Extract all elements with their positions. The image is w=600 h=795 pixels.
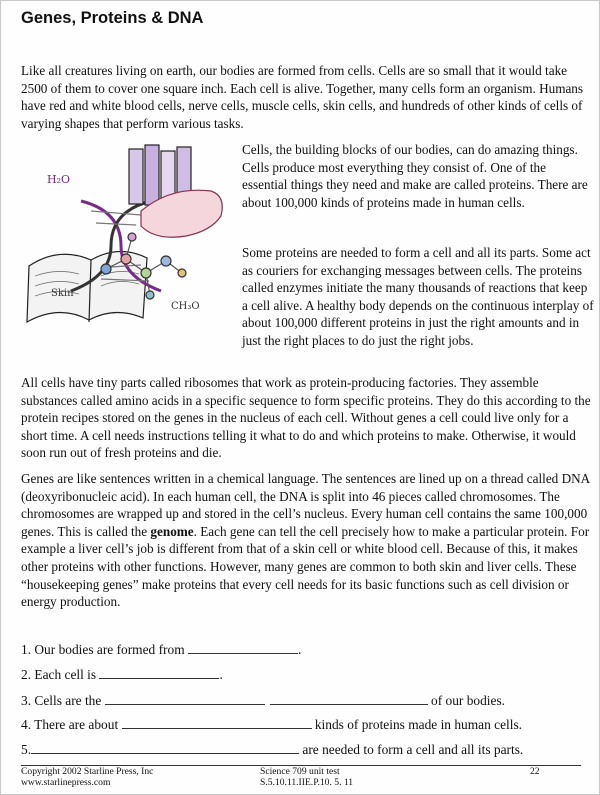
answer-blank-4[interactable]: [122, 717, 312, 729]
question-5: [21, 742, 523, 758]
h2o-label: H₂O: [47, 173, 71, 186]
question-5-text: 5.: [21, 742, 32, 757]
answer-blank-2[interactable]: [99, 667, 219, 679]
question-4: [21, 717, 522, 733]
question-3-end: of our bodies.: [427, 693, 506, 708]
question-2: [21, 667, 223, 683]
paragraph-genes: [21, 470, 593, 611]
answer-blank-5[interactable]: [31, 742, 299, 754]
question-3-text: 3. Cells are the: [21, 693, 105, 708]
question-1-end: .: [297, 642, 302, 657]
paragraph-ribosomes: All cells have tiny parts called ribosomes that work as protein-producing factories. They assemble substances called amino acids in a specific sequence to form specific proteins. They do this according to the protein recipes stored on the genes in the nucleus of each cell. Without genes a cell could live only for a short time. A cell needs instructions telling it what to do and which proteins to make. Otherwise, it would soon run out of fresh proteins and die.: [21, 375, 591, 461]
page-title: Genes, Proteins & DNA: [21, 9, 204, 27]
question-4-end: kinds of proteins made in human cells.: [311, 717, 523, 732]
question-4-text: 4. There are about: [21, 717, 122, 732]
footer-standard: S.5.10.11.IIE.P.10. 5. 11: [260, 777, 354, 788]
footer-course: Science 709 unit test: [260, 766, 340, 777]
paragraph-proteins: Cells, the building blocks of our bodies, can do amazing things. Cells produce most everything they consist of. One of the essential things they need and make are called proteins. There are about 100,000 kinds of proteins made in human cells.: [242, 142, 588, 210]
answer-blank-1[interactable]: [188, 642, 298, 654]
answer-blank-3b[interactable]: [270, 693, 428, 705]
footer-website: www.starlinepress.com: [21, 777, 111, 788]
footer-copyright: Copyright 2002 Starline Press, Inc: [21, 766, 154, 777]
footer-page-number: 22: [530, 766, 540, 777]
question-1-text: 1. Our bodies are formed from: [21, 642, 188, 657]
question-1: [21, 642, 301, 658]
protein-illustration: [21, 141, 236, 331]
question-2-text: 2. Each cell is: [21, 667, 100, 682]
footer-course-block: [260, 766, 353, 788]
ch3o-label: CH₃O: [171, 301, 200, 312]
genes-text-start: Genes are like sentences written in a chemical language. The sentences are lined up on a thread called DNA (deoxyribonucleic acid). In each human cell, the DNA is split into 46 pieces called chromosomes. The chromosomes are wrapped up and stored in the cell’s nucleus. Every human cell contains the same 100,000 genes. This is called the: [21, 471, 590, 539]
paragraph-cells-intro: Like all creatures living on earth, our bodies are formed from cells. Cells are so small that it would take 2500 of them to cover one square inch. Each cell is alive. Together, many cells form an organism. Humans have red and white blood cells, nerve cells, muscle cells, skin cells, and hundreds of other kinds of cells of varying shapes that perform various tasks.: [21, 63, 584, 131]
genome-term: genome: [150, 523, 194, 539]
answer-blank-3a[interactable]: [105, 693, 265, 705]
question-5-end: are needed to form a cell and all its parts.: [299, 742, 524, 757]
footer-copyright-block: [21, 766, 153, 788]
question-2-end: .: [219, 667, 223, 682]
question-3: [21, 693, 505, 709]
genes-text-end: . Each gene can tell the cell precisely how to make a particular protein. For example a liver cell’s job is different from that of a skin cell or white blood cell. Because of this, it makes other proteins with other functions. However, many genes are common to both skin and liver cells. These “housekeeping genes” make proteins that every cell needs for its basic functions such as cell division or energy production.: [21, 523, 590, 610]
skin-label: Skin: [51, 288, 74, 299]
paragraph-protein-roles: Some proteins are needed to form a cell and all its parts. Some act as couriers for exchanging messages between cells. The proteins called enzymes initiate the many thousands of reactions that keep a cell alive. A healthy body depends on the continuous interplay of about 100,000 different proteins in just the right amounts and in just the right places to do just the right jobs.: [242, 245, 594, 348]
